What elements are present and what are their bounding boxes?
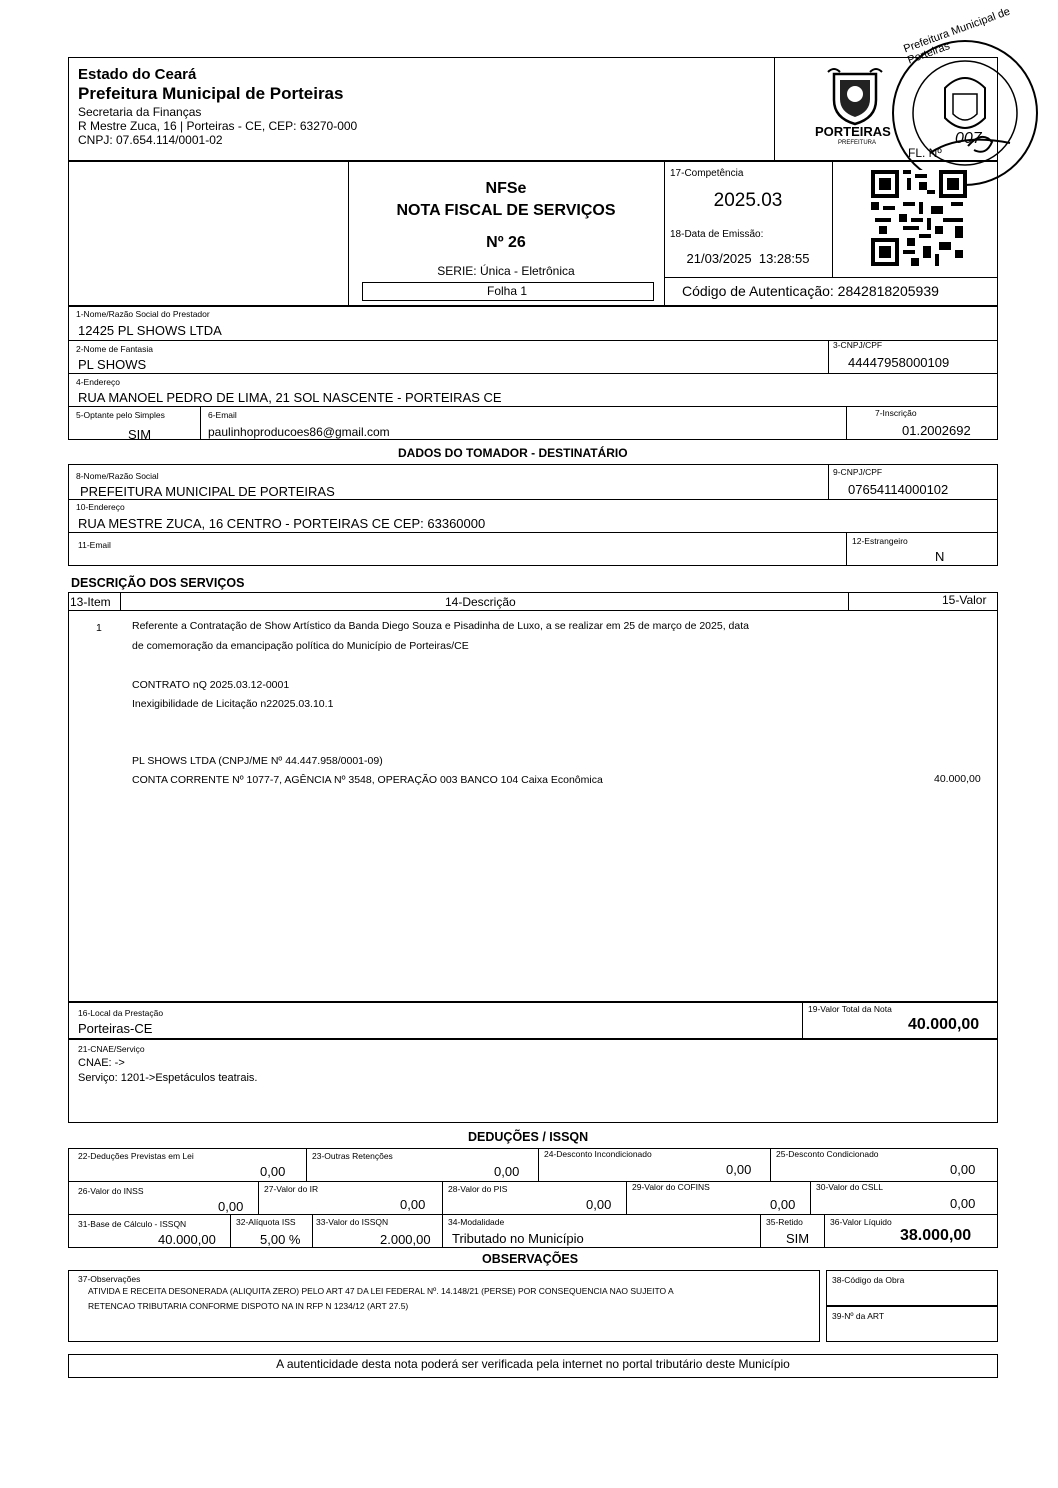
stamp-fl: FL. Nº bbox=[908, 146, 942, 160]
service-desc-line-3: CONTRATO nQ 2025.03.12-0001 bbox=[132, 679, 290, 691]
ded-r1-v1 bbox=[306, 1148, 307, 1181]
prestador-hline-3 bbox=[68, 406, 998, 407]
nfse-label: NFSe bbox=[485, 180, 527, 197]
outras-retencoes-label: 23-Outras Retenções bbox=[312, 1151, 393, 1161]
tomador-razao-label: 8-Nome/Razão Social bbox=[76, 471, 159, 481]
local-value: Porteiras-CE bbox=[78, 1021, 153, 1036]
ir-label: 27-Valor do IR bbox=[264, 1184, 319, 1194]
prestador-simples-label: 5-Optante pelo Simples bbox=[76, 410, 165, 420]
observacoes-text-1: ATIVIDA E RECEITA DESONERADA (ALIQUITA ZERO) PELO ART 47 DA LEI FEDERAL Nº. 14.148/21 (PERSE) POR CONSEQUENCIA NAO SUJEITO A bbox=[88, 1286, 674, 1296]
servicos-header-line bbox=[68, 610, 998, 611]
invoice-serie: SERIE: Única - Eletrônica bbox=[437, 264, 575, 278]
total-value: 40.000,00 bbox=[908, 1016, 980, 1033]
title-divider-3 bbox=[832, 161, 833, 277]
desconto-incond-label: 24-Desconto Incondicionado bbox=[544, 1149, 652, 1159]
competencia-label: 17-Competência bbox=[670, 168, 744, 179]
service-item-number: 1 bbox=[96, 622, 102, 634]
desconto-incond-value: 0,00 bbox=[726, 1162, 752, 1177]
codigo-obra-label: 38-Código da Obra bbox=[832, 1275, 905, 1285]
state-name: Estado do Ceará bbox=[78, 66, 197, 83]
issuer-address: R Mestre Zuca, 16 | Porteiras - CE, CEP: 63270-000 bbox=[78, 119, 358, 133]
ded-r2-v3 bbox=[626, 1181, 627, 1214]
observacoes-section-title: OBSERVAÇÕES bbox=[482, 1252, 579, 1266]
tomador-vline-estrangeiro bbox=[846, 532, 847, 566]
tomador-endereco: RUA MESTRE ZUCA, 16 CENTRO - PORTEIRAS CE CEP: 63360000 bbox=[78, 516, 486, 531]
aliquota-label: 32-Alíquota ISS bbox=[236, 1217, 296, 1227]
tomador-estrangeiro: N bbox=[935, 549, 945, 564]
deducoes-section-title: DEDUÇÕES / ISSQN bbox=[468, 1130, 589, 1144]
prestador-inscricao-label: 7-Inscrição bbox=[875, 408, 917, 418]
municipality-name: Prefeitura Municipal de Porteiras bbox=[78, 84, 344, 103]
prestador-vline-simples bbox=[200, 406, 201, 440]
document-title: NOTA FISCAL DE SERVIÇOS bbox=[396, 202, 616, 219]
department: Secretaria da Finanças bbox=[78, 105, 202, 119]
ded-r2-v2 bbox=[442, 1181, 443, 1214]
ded-r3-v3 bbox=[442, 1214, 443, 1248]
service-item-value: 40.000,00 bbox=[934, 773, 981, 785]
logo-subtext: PREFEITURA bbox=[838, 140, 877, 146]
title-hline bbox=[664, 277, 998, 278]
valor-liquido-label: 36-Valor Líquido bbox=[830, 1217, 892, 1227]
deducoes-hline-2 bbox=[68, 1214, 998, 1215]
header-divider bbox=[774, 57, 775, 161]
ded-r3-v1 bbox=[230, 1214, 231, 1248]
tomador-cnpj-label: 9-CNPJ/CPF bbox=[833, 467, 883, 477]
observacoes-label: 37-Observações bbox=[78, 1274, 141, 1284]
art-label: 39-Nº da ART bbox=[832, 1311, 885, 1321]
prestador-endereco: RUA MANOEL PEDRO DE LIMA, 21 SOL NASCENTE - PORTEIRAS CE bbox=[78, 390, 502, 405]
prestador-hline-2 bbox=[68, 373, 998, 374]
service-desc-line-5: PL SHOWS LTDA (CNPJ/ME Nº 44.447.958/0001-09) bbox=[132, 755, 383, 767]
tomador-endereco-label: 10-Endereço bbox=[76, 502, 125, 512]
ded-r1-v3 bbox=[770, 1148, 771, 1181]
cnae-label: 21-CNAE/Serviço bbox=[78, 1044, 145, 1054]
prestador-fantasia: PL SHOWS bbox=[78, 357, 147, 372]
valor-issqn-value: 2.000,00 bbox=[380, 1232, 431, 1247]
desconto-cond-value: 0,00 bbox=[950, 1162, 976, 1177]
modalidade-label: 34-Modalidade bbox=[448, 1217, 505, 1227]
prestador-cnpj-label: 3-CNPJ/CPF bbox=[833, 340, 883, 350]
tomador-hline-2 bbox=[68, 532, 998, 533]
aliquota-value: 5,00 % bbox=[260, 1232, 301, 1247]
auth-code: Código de Autenticação: 2842818205939 bbox=[682, 283, 939, 299]
col-item-header: 13-Item bbox=[70, 595, 111, 609]
tomador-box bbox=[68, 464, 998, 566]
base-calculo-value: 40.000,00 bbox=[158, 1232, 216, 1247]
ir-value: 0,00 bbox=[400, 1197, 426, 1212]
footer-text: A autenticidade desta nota poderá ser verificada pela internet no portal tributário deste Município bbox=[276, 1357, 790, 1371]
valor-liquido-value: 38.000,00 bbox=[900, 1227, 972, 1244]
local-label: 16-Local da Prestação bbox=[78, 1008, 164, 1018]
servicos-section-title: DESCRIÇÃO DOS SERVIÇOS bbox=[71, 576, 245, 590]
competencia-value: 2025.03 bbox=[713, 190, 783, 211]
deducoes-lei-value: 0,00 bbox=[260, 1164, 286, 1179]
retido-value: SIM bbox=[786, 1231, 810, 1246]
title-divider-2 bbox=[664, 161, 665, 306]
col-desc-header: 14-Descrição bbox=[445, 595, 516, 609]
total-label: 19-Valor Total da Nota bbox=[808, 1004, 892, 1014]
folha-label: Folha 1 bbox=[486, 284, 528, 298]
prestador-endereco-label: 4-Endereço bbox=[76, 377, 120, 387]
servicos-vline-valor bbox=[848, 592, 849, 610]
cofins-value: 0,00 bbox=[770, 1197, 796, 1212]
ded-r3-v2 bbox=[312, 1214, 313, 1248]
qr-code-icon[interactable] bbox=[871, 170, 967, 266]
pis-value: 0,00 bbox=[586, 1197, 612, 1212]
csll-label: 30-Valor do CSLL bbox=[816, 1182, 883, 1192]
prestador-email: paulinhoproducoes86@gmail.com bbox=[208, 425, 390, 439]
ded-r2-v1 bbox=[258, 1181, 259, 1214]
observacoes-text-2: RETENCAO TRIBUTARIA CONFORME DISPOTO NA IN RFP N 1234/12 (ART 27.5) bbox=[88, 1301, 409, 1311]
ded-r1-v2 bbox=[538, 1148, 539, 1181]
local-total-divider bbox=[802, 1002, 803, 1039]
ded-r3-v4 bbox=[760, 1214, 761, 1248]
prestador-cnpj: 44447958000109 bbox=[848, 355, 950, 370]
csll-value: 0,00 bbox=[950, 1196, 976, 1211]
issuer-cnpj: CNPJ: 07.654.114/0001-02 bbox=[78, 133, 223, 147]
outras-retencoes-value: 0,00 bbox=[494, 1164, 520, 1179]
tomador-section-title: DADOS DO TOMADOR - DESTINATÁRIO bbox=[398, 446, 628, 460]
inss-label: 26-Valor do INSS bbox=[78, 1186, 144, 1196]
prestador-razao-label: 1-Nome/Razão Social do Prestador bbox=[76, 309, 210, 319]
invoice-number: Nº 26 bbox=[486, 234, 526, 251]
stamp-text: Prefeitura Municipal de Porteiras bbox=[902, 5, 1012, 67]
municipal-crest-icon bbox=[826, 64, 884, 126]
service-desc-line-4: Inexigibilidade de Licitação n22025.03.10.1 bbox=[132, 698, 334, 710]
desconto-cond-label: 25-Desconto Condicionado bbox=[776, 1149, 879, 1159]
tomador-razao: PREFEITURA MUNICIPAL DE PORTEIRAS bbox=[80, 484, 335, 499]
base-calculo-label: 31-Base de Cálculo - ISSQN bbox=[78, 1219, 187, 1229]
tomador-estrangeiro-label: 12-Estrangeiro bbox=[852, 536, 908, 546]
pis-label: 28-Valor do PIS bbox=[448, 1184, 508, 1194]
cofins-label: 29-Valor do COFINS bbox=[632, 1182, 710, 1192]
ded-r3-v5 bbox=[824, 1214, 825, 1248]
servicos-box bbox=[68, 592, 998, 1002]
prestador-inscricao: 01.2002692 bbox=[902, 423, 971, 438]
col-valor-header: 15-Valor bbox=[942, 593, 987, 607]
tomador-email-label: 11-Email bbox=[78, 540, 111, 550]
valor-issqn-label: 33-Valor do ISSQN bbox=[316, 1217, 389, 1227]
inss-value: 0,00 bbox=[218, 1199, 244, 1214]
prestador-vline-cnpj bbox=[828, 340, 829, 373]
retido-label: 35-Retido bbox=[766, 1217, 803, 1227]
tomador-cnpj: 07654114000102 bbox=[848, 482, 949, 497]
deducoes-lei-label: 22-Deduções Previstas em Lei bbox=[78, 1151, 194, 1161]
service-desc-line-1: Referente a Contratação de Show Artístico da Banda Diego Souza e Pisadinha de Luxo, a se realizar em 25 de março de 2025, data bbox=[132, 620, 749, 632]
service-desc-line-2: de comemoração da emancipação política do Município de Porteiras/CE bbox=[132, 640, 469, 652]
tomador-hline-1 bbox=[68, 499, 998, 500]
servicos-vline-item bbox=[120, 592, 121, 610]
emissao-value: 21/03/2025 13:28:55 bbox=[686, 251, 810, 266]
prestador-fantasia-label: 2-Nome de Fantasia bbox=[76, 344, 154, 354]
emissao-label: 18-Data de Emissão: bbox=[670, 229, 764, 240]
prestador-email-label: 6-Email bbox=[208, 410, 237, 420]
prestador-vline-inscricao bbox=[846, 406, 847, 440]
ded-r2-v4 bbox=[810, 1181, 811, 1214]
service-desc-line-6: CONTA CORRENTE Nº 1077-7, AGÊNCIA Nº 3548, OPERAÇÃO 003 BANCO 104 Caixa Econômica bbox=[132, 774, 603, 786]
prestador-simples: SIM bbox=[128, 427, 152, 442]
cnae-value: CNAE: -> bbox=[78, 1057, 125, 1069]
prestador-razao: 12425 PL SHOWS LTDA bbox=[78, 323, 222, 338]
modalidade-value: Tributado no Município bbox=[452, 1231, 584, 1246]
stamp-number: 007 bbox=[955, 130, 982, 147]
logo-text: PORTEIRAS bbox=[815, 124, 891, 139]
tomador-vline-cnpj bbox=[828, 464, 829, 499]
servico-value: Serviço: 1201->Espetáculos teatrais. bbox=[78, 1072, 258, 1084]
